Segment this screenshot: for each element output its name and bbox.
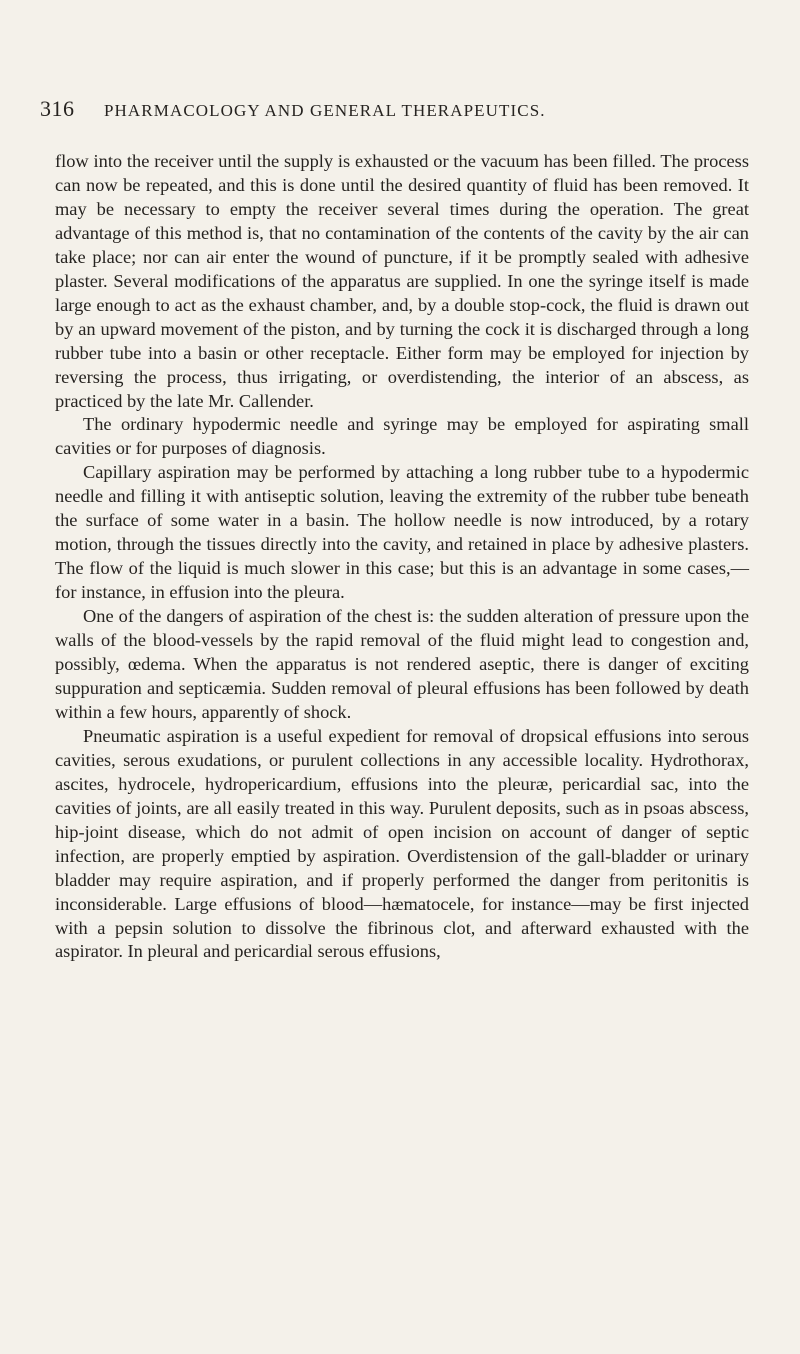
paragraph-capillary-aspiration: Capillary aspiration may be performed by attaching a long rubber tube to a hypodermic needle and filling it with antiseptic solution, leaving the extremity of the rubber tube beneath the surface of some water in a basin. The hollow needle is now introduced, by a rotary motion, through the tissues directly into the cavity, and retained in place by adhesive plasters. The flow of the liquid is much slower in this case; but this is an advantage in some cases,—for instance, in effusion into the pleura. (55, 462, 749, 603)
page-header (0, 0, 800, 150)
body-text (55, 150, 749, 964)
paragraph-hypodermic-needle: The ordinary hypodermic needle and syringe may be employed for aspirating small cavities or for purposes of diagnosis. (55, 414, 749, 459)
paragraph-pneumatic-aspiration: Pneumatic aspiration is a useful expedient for removal of dropsical effusions into serous cavities, serous exudations, or purulent collections in any accessible locality. Hydrothorax, ascites, hydrocele, hydropericardium, effusions into the pleuræ, pericardial sac, into the cavities of joints, are all easily treated in this way. Purulent deposits, such as in psoas abscess, hip-joint disease, which do not admit of open incision on account of danger of septic infection, are properly emptied by aspiration. Overdistension of the gall-bladder or urinary bladder may require aspiration, and if properly performed the danger from peritonitis is inconsiderable. Large effusions of blood—hæmatocele, for instance—may be first injected with a pepsin solution to dissolve the fibrinous clot, and afterward exhausted with the aspirator. In pleural and pericardial serous effusions, (55, 725, 749, 962)
running-head: PHARMACOLOGY AND GENERAL THERAPEUTICS. (104, 101, 546, 120)
page-number: 316 (40, 96, 75, 121)
paragraph-dangers: One of the dangers of aspiration of the chest is: the sudden alteration of pressure upon the walls of the blood-vessels by the rapid removal of the fluid might lead to congestion and, possibly, œdema. When the apparatus is not rendered aseptic, there is danger of exciting suppuration and septicæmia. Sudden removal of pleural effusions has been followed by death within a few hours, apparently of shock. (55, 606, 749, 722)
paragraph-continuation: flow into the receiver until the supply is exhausted or the vacuum has been filled. The process can now be repeated, and this is done until the desired quantity of fluid has been removed. It may be necessary to empty the receiver several times during the operation. The great advantage of this method is, that no contamination of the contents of the cavity by the air can take place; nor can air enter the wound of puncture, if it be promptly sealed with adhesive plaster. Several modifications of the apparatus are supplied. In one the syringe itself is made large enough to act as the exhaust chamber, and, by a double stop-cock, the fluid is drawn out by an upward movement of the piston, and by turning the cock it is discharged through a long rubber tube into a basin or other receptacle. Either form may be employed for injection by reversing the process, thus irrigating, or overdistending, the interior of an abscess, as practiced by the late Mr. Callender. (55, 151, 749, 411)
